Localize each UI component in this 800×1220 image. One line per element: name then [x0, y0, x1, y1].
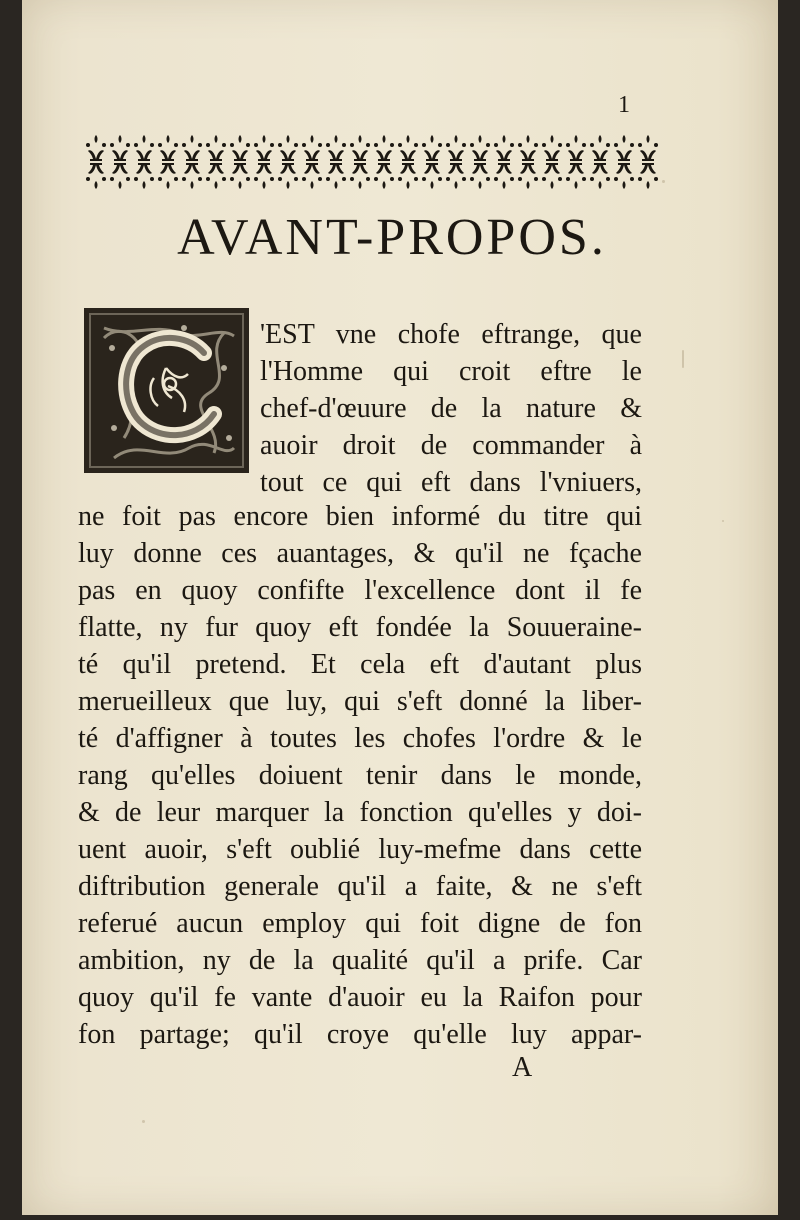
fleuron-icon [398, 135, 418, 161]
paper-speck [722, 520, 724, 522]
text-line: auoir droit de commander à [260, 430, 642, 461]
text-line: quoy qu'il fe vante d'auoir eu la Raifon pour [78, 982, 642, 1013]
text-line: l'Homme qui croit eftre le [260, 356, 642, 387]
fleuron-icon [518, 135, 538, 161]
page-heading: AVANT-PROPOS. [177, 209, 607, 266]
text-line: pas en quoy confifte l'excellence dont il fe [78, 575, 642, 606]
fleuron-icon [326, 163, 346, 189]
fleuron-icon [182, 135, 202, 161]
fleuron-icon [542, 163, 562, 189]
text-line: rang qu'elles doiuent tenir dans le monde, [78, 760, 642, 791]
text-line: ne foit pas encore bien informé du titre qui [78, 501, 642, 532]
fleuron-icon [518, 163, 538, 189]
text-line: ambition, ny de la qualité qu'il a prife. Car [78, 945, 642, 976]
fleuron-icon [470, 135, 490, 161]
decorated-initial-c-icon [84, 308, 249, 473]
text-line: flatte, ny fur quoy eft fondée la Souueraine- [78, 612, 642, 643]
text-line: referué aucun employ qui foit digne de fon [78, 908, 642, 939]
fleuron-icon [590, 135, 610, 161]
fleuron-icon [86, 135, 106, 161]
fleuron-icon [422, 135, 442, 161]
fleuron-icon [590, 163, 610, 189]
fleuron-icon [254, 163, 274, 189]
fleuron-icon [326, 135, 346, 161]
fleuron-icon [278, 135, 298, 161]
fleuron-icon [182, 163, 202, 189]
text-line: 'EST vne chofe eftrange, que [260, 319, 642, 350]
fleuron-icon [206, 135, 226, 161]
fleuron-icon [566, 135, 586, 161]
fleuron-icon [350, 135, 370, 161]
fleuron-icon [278, 163, 298, 189]
book-page [22, 0, 778, 1215]
text-line: diftribution generale qu'il a faite, & ne s'eft [78, 871, 642, 902]
fleuron-icon [398, 163, 418, 189]
text-line: luy donne ces auantages, & qu'il ne fçache [78, 538, 642, 569]
fleuron-icon [614, 135, 634, 161]
fleuron-icon [350, 163, 370, 189]
fleuron-icon [302, 135, 322, 161]
fleuron-icon [566, 163, 586, 189]
text-line: té qu'il pretend. Et cela eft d'autant plus [78, 649, 642, 680]
fleuron-icon [110, 135, 130, 161]
fleuron-icon [158, 163, 178, 189]
paper-speck [142, 1120, 145, 1123]
fleuron-icon [542, 135, 562, 161]
fleuron-icon [110, 163, 130, 189]
fleuron-icon [446, 163, 466, 189]
fleuron-icon [302, 163, 322, 189]
text-line: & de leur marquer la fonction qu'elles y doi- [78, 797, 642, 828]
paper-mark [682, 350, 684, 368]
fleuron-icon [470, 163, 490, 189]
fleuron-band-icon [84, 133, 666, 191]
text-line: fon partage; qu'il croye qu'elle luy appar- [78, 1019, 642, 1050]
paper-speck [662, 180, 665, 183]
fleuron-icon [134, 163, 154, 189]
text-line: té d'affigner à toutes les chofes l'ordre & le [78, 723, 642, 754]
fleuron-icon [86, 163, 106, 189]
text-line: uent auoir, s'eft oublié luy-mefme dans cette [78, 834, 642, 865]
text-line: tout ce qui eft dans l'vniuers, [260, 467, 642, 498]
fleuron-icon [614, 163, 634, 189]
fleuron-icon [374, 135, 394, 161]
fleuron-icon [494, 163, 514, 189]
fleuron-icon [494, 135, 514, 161]
fleuron-icon [374, 163, 394, 189]
fleuron-icon [446, 135, 466, 161]
fleuron-icon [206, 163, 226, 189]
fleuron-icon [638, 135, 658, 161]
fleuron-icon [422, 163, 442, 189]
text-line: merueilleux que luy, qui s'eft donné la liber- [78, 686, 642, 717]
fleuron-icon [254, 135, 274, 161]
fleuron-icon [158, 135, 178, 161]
fleuron-icon [230, 135, 250, 161]
page-number: 1 [618, 92, 630, 118]
fleuron-icon [230, 163, 250, 189]
text-line: chef-d'œuure de la nature & [260, 393, 642, 424]
fleuron-icon [134, 135, 154, 161]
catchword: A [512, 1052, 533, 1083]
fleuron-icon [638, 163, 658, 189]
